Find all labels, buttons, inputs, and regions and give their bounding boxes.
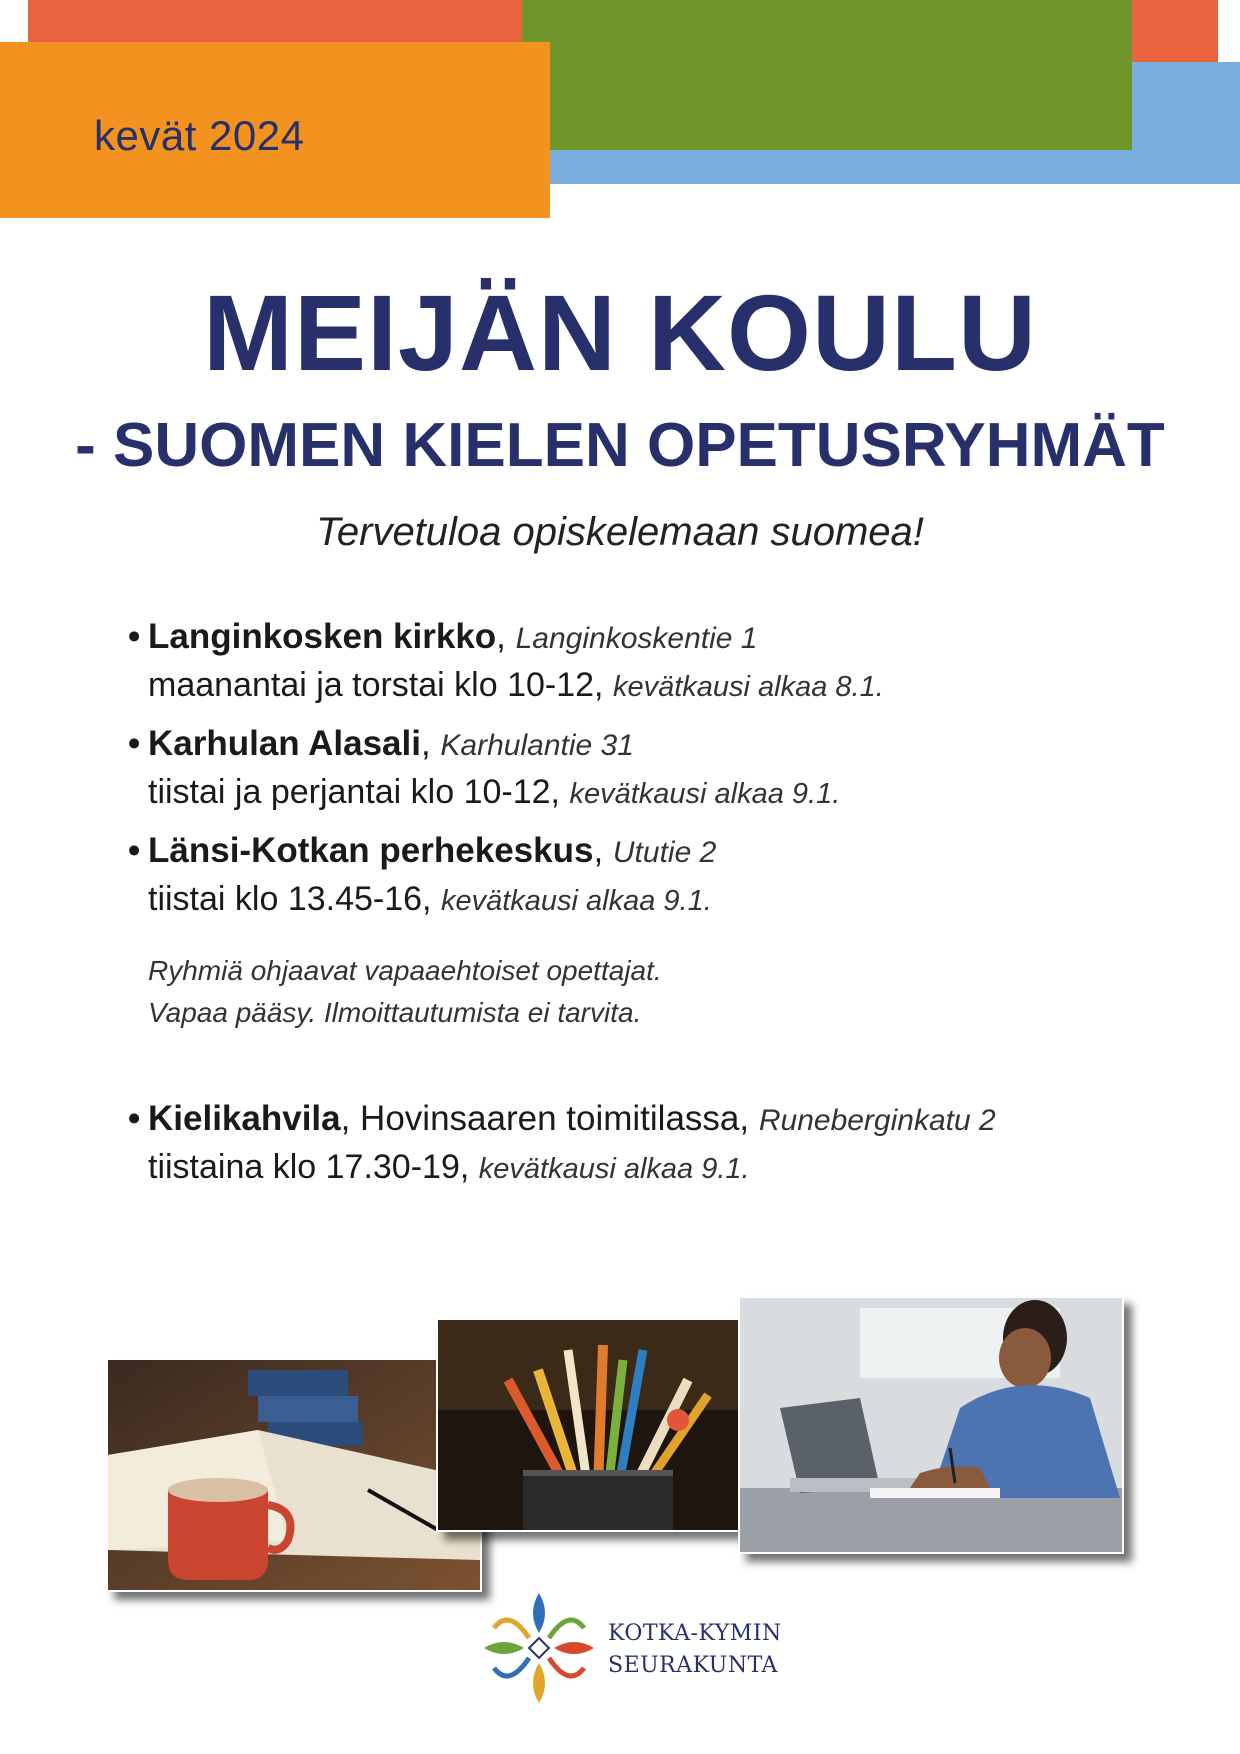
note-line: Vapaa pääsy. Ilmoittautumista ei tarvita. xyxy=(148,997,642,1028)
photo-pencils-art xyxy=(438,1320,758,1530)
group-start: kevätkausi alkaa 8.1. xyxy=(612,671,884,703)
photo-man-writing xyxy=(738,1296,1124,1554)
cafe-address: Runeberginkatu 2 xyxy=(758,1104,996,1137)
separator: , xyxy=(420,724,441,763)
bullet: • xyxy=(128,617,141,656)
group-address: Langinkoskentie 1 xyxy=(515,622,758,655)
cafe-schedule: tiistaina klo 17.30-19, xyxy=(148,1148,470,1186)
cafe-item xyxy=(128,1096,996,1192)
photo-coffee-book-art xyxy=(108,1360,480,1590)
separator: , xyxy=(496,617,516,656)
group-item xyxy=(128,721,840,817)
group-item xyxy=(128,614,884,710)
cafe-start: kevätkausi alkaa 9.1. xyxy=(478,1153,750,1185)
group-schedule: tiistai klo 13.45-16, xyxy=(148,880,432,918)
cafe-name: Kielikahvila xyxy=(148,1099,341,1138)
group-start: kevätkausi alkaa 9.1. xyxy=(569,778,841,810)
group-schedule: maanantai ja torstai klo 10-12, xyxy=(148,666,604,704)
logo-mark xyxy=(484,1590,594,1706)
group-name: Länsi-Kotkan perhekeskus xyxy=(148,831,594,870)
photo-pencils xyxy=(436,1318,760,1532)
group-item xyxy=(128,828,716,924)
separator: , xyxy=(593,831,613,870)
bullet: • xyxy=(128,724,141,763)
seurakunta-logo-icon xyxy=(484,1590,594,1706)
bullet: • xyxy=(128,831,141,870)
header-green-block xyxy=(522,0,1132,150)
tagline: Tervetuloa opiskelemaan suomea! xyxy=(316,510,924,554)
bullet: • xyxy=(128,1099,141,1138)
logo-line: SEURAKUNTA xyxy=(608,1653,778,1678)
logo-line: KOTKA-KYMIN xyxy=(608,1621,782,1646)
season-label: kevät 2024 xyxy=(94,112,305,159)
group-address: Ututie 2 xyxy=(612,836,717,869)
group-name: Langinkosken kirkko xyxy=(148,617,497,656)
info-note xyxy=(148,950,662,1034)
group-name: Karhulan Alasali xyxy=(148,724,421,763)
group-address: Karhulantie 31 xyxy=(440,729,634,762)
photo-coffee-book xyxy=(106,1358,482,1592)
page-subtitle: - SUOMEN KIELEN OPETUSRYHMÄT xyxy=(75,411,1165,480)
group-schedule: tiistai ja perjantai klo 10-12, xyxy=(148,773,561,811)
photo-man-writing-art xyxy=(740,1298,1122,1552)
cafe-place: , Hovinsaaren toimitilassa, xyxy=(340,1099,759,1138)
group-start: kevätkausi alkaa 9.1. xyxy=(440,885,712,917)
logo-text xyxy=(608,1618,782,1682)
note-line: Ryhmiä ohjaavat vapaaehtoiset opettajat. xyxy=(148,955,662,986)
page-title: MEIJÄN KOULU xyxy=(202,272,1038,393)
